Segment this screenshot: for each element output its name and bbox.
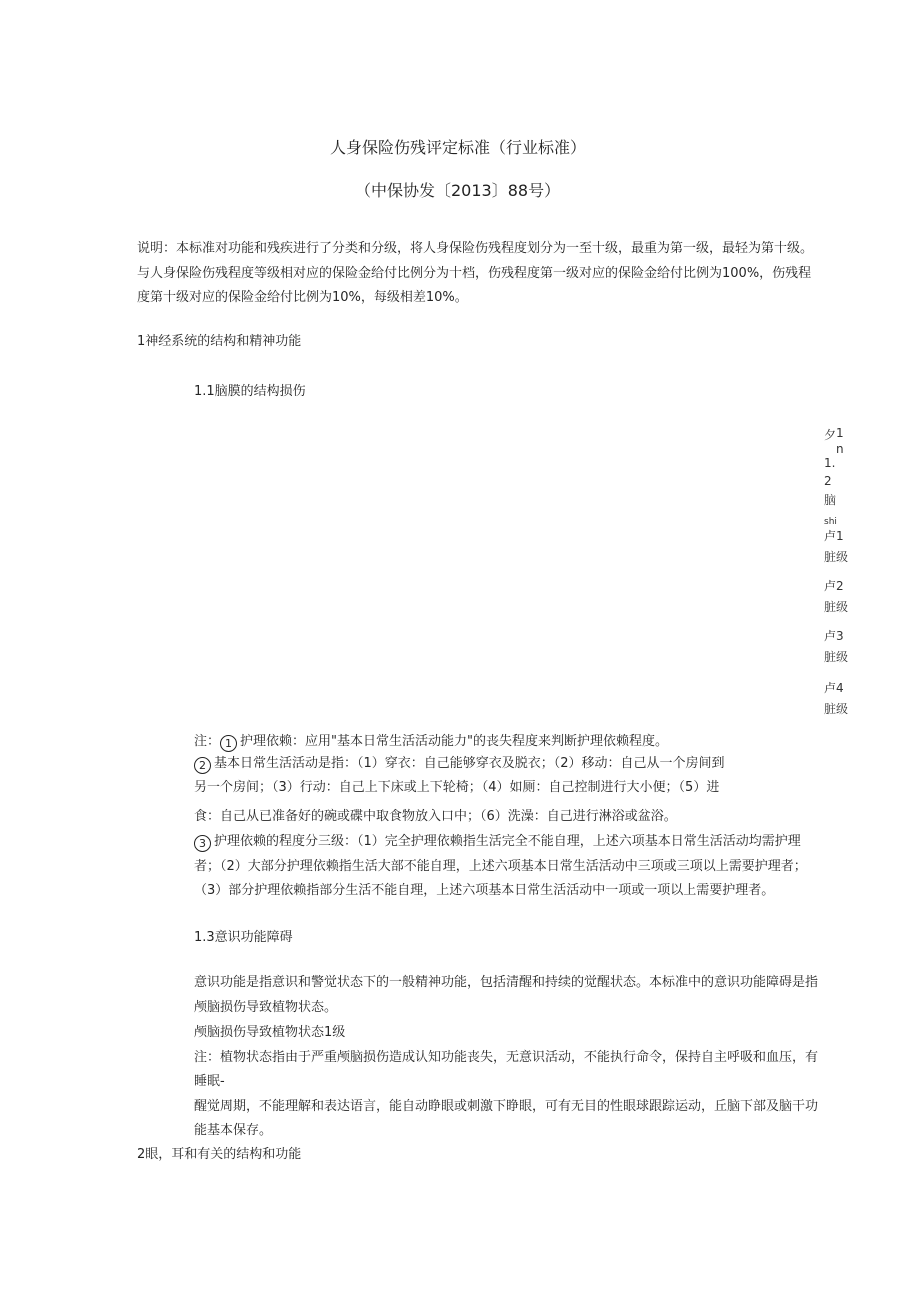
side-fragment: 卢 — [824, 629, 837, 643]
side-fragment: shi — [824, 517, 837, 527]
section-1-3-paragraph: 意识功能是指意识和警觉状态下的一般精神功能，包括清醒和持续的觉醒状态。本标准中的意识功能障碍是指 — [194, 975, 819, 990]
circled-number-2: 2 — [194, 757, 211, 774]
section-2-heading: 2眼，耳和有关的结构和功能 — [137, 1147, 302, 1162]
side-fragment: 卢 — [824, 681, 837, 695]
section-1-heading: 1神经系统的结构和精神功能 — [137, 334, 302, 349]
side-fragment: 1 — [836, 529, 844, 543]
note-prefix: 注： — [194, 734, 221, 749]
note-2-text: 基本日常生活活动是指：（1）穿衣：自己能够穿衣及脱衣；（2）移动：自己从一个房间到 — [214, 756, 725, 771]
note-2-line-2: 另一个房间；（3）行动：自己上下床或上下轮椅；（4）如厕：自己控制进行大小便；（5）进 — [194, 780, 720, 795]
side-fragment: 1 — [836, 426, 844, 440]
intro-line-1: 说明：本标准对功能和残疾进行了分类和分级，将人身保险伤残程度划分为一至十级，最重为第一级，最轻为第十级。 — [137, 241, 814, 256]
section-1-3-item: 颅脑损伤导致植物状态1级 — [194, 1025, 346, 1040]
section-1-1-heading: 1.1脑膜的结构损伤 — [194, 384, 306, 399]
document-subtitle: （中保协发〔2013〕88号） — [355, 181, 561, 200]
note-3 — [194, 830, 801, 854]
section-1-3-note-line-3: 醒觉周期，不能理解和表达语言，能自动睁眼或刺激下睁眼，可有无目的性眼球跟踪运动，丘脑下部及脑干功 — [194, 1099, 819, 1114]
section-1-3-paragraph-line-2: 颅脑损伤导致植物状态。 — [194, 1000, 338, 1015]
section-1-3-heading: 1.3意识功能障碍 — [194, 930, 293, 945]
intro-line-2: 与人身保险伤残程度等级相对应的保险金给付比例分为十档，伤残程度第一级对应的保险金给付比例为100%，伤残程 — [137, 266, 812, 281]
side-fragment: 级 — [836, 550, 849, 564]
circled-number-3: 3 — [194, 835, 211, 852]
intro-line-3: 度第十级对应的保险金给付比例为10%，每级相差10%。 — [137, 290, 468, 305]
side-fragment: 级 — [836, 600, 849, 614]
side-fragment: 脏 — [824, 600, 837, 614]
side-fragment: 3 — [836, 629, 844, 643]
section-1-3-note-line-4: 能基本保存。 — [194, 1123, 273, 1138]
side-fragment: n — [836, 442, 844, 456]
side-fragment: 级 — [836, 650, 849, 664]
side-fragment: 夕 — [824, 428, 837, 442]
note-2 — [194, 752, 725, 776]
note-1-text: 护理依赖：应用"基本日常生活活动能力"的丧失程度来判断护理依赖程度。 — [240, 734, 668, 749]
note-3-line-2: 者；（2）大部分护理依赖指生活大部不能自理，上述六项基本日常生活活动中三项或三项以上需要护理者； — [194, 859, 807, 874]
side-fragment: 卢 — [824, 579, 837, 593]
side-fragment: 2 — [824, 474, 832, 488]
note-2-line-3: 食：自己从已准备好的碗或碟中取食物放入口中；（6）洗澡：自己进行淋浴或盆浴。 — [194, 809, 677, 824]
note-3-text: 护理依赖的程度分三级：（1）完全护理依赖指生活完全不能自理，上述六项基本日常生活活动均需护理 — [214, 834, 801, 849]
side-fragment: 脏 — [824, 550, 837, 564]
document-title: 人身保险伤残评定标准（行业标准） — [330, 138, 587, 157]
note-1 — [194, 730, 668, 754]
side-fragment: 2 — [836, 579, 844, 593]
circled-number-1: 1 — [220, 735, 237, 752]
side-fragment: 脏 — [824, 702, 837, 716]
side-fragment: 1. — [824, 456, 836, 470]
note-3-line-3: （3）部分护理依赖指部分生活不能自理，上述六项基本日常生活活动中一项或一项以上需要护理者。 — [194, 883, 775, 898]
side-fragment: 卢 — [824, 529, 837, 543]
side-fragment: 级 — [836, 702, 849, 716]
section-1-3-note: 注：植物状态指由于严重颅脑损伤造成认知功能丧失，无意识活动，不能执行命令，保持自主呼吸和血压，有 — [194, 1050, 819, 1065]
side-fragment: 4 — [836, 681, 844, 695]
side-fragment: 脑 — [824, 493, 837, 507]
section-1-3-note-line-2: 睡眠- — [194, 1074, 225, 1089]
side-fragment: 脏 — [824, 650, 837, 664]
